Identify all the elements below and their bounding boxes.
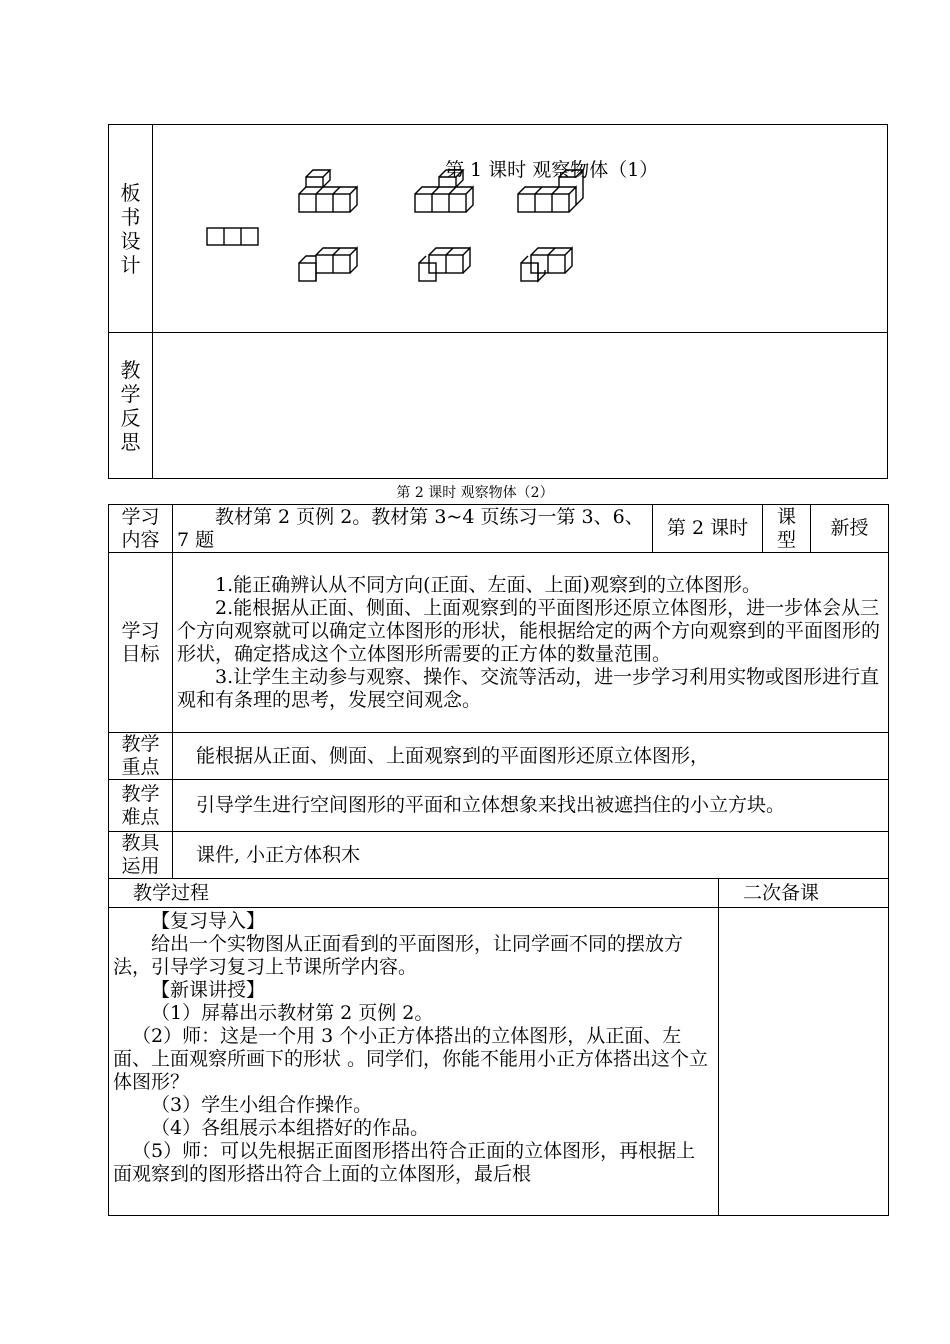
board-design-content [153, 125, 888, 333]
process-line: 【新课讲授】 [151, 979, 266, 1001]
process-line: 【复习导入】 [151, 910, 266, 932]
cube-figures [153, 125, 887, 331]
label-line: 重点 [121, 756, 160, 778]
label-line: 运用 [121, 855, 160, 877]
lesson-number: 第 2 课时 [653, 505, 763, 553]
goal-item: 3.让学生主动参与观察、操作、交流等活动，进一步学习利用实物或图形进行直观和有条理的思考，发展空间观念。 [177, 665, 880, 711]
goals-label [109, 553, 173, 733]
label-line: 教学 [121, 733, 160, 755]
lesson-plan-table [108, 504, 889, 1216]
cube-figure-6 [521, 248, 572, 281]
process-line: 给出一个实物图从正面看到的平面图形，让同学画不同的摆放方法，引导学习复习上节课所学内容。 [113, 933, 684, 978]
label-char: 设 [120, 228, 141, 253]
reflection-label [109, 333, 153, 479]
cube-figure-2 [415, 170, 473, 212]
study-content-text: 教材第 2 页例 2。教材第 3~4 页练习一第 3、6、7 题 [173, 505, 653, 553]
label-line: 教具 [121, 832, 160, 854]
difficulties-text: 引导学生进行空间图形的平面和立体想象来找出被遮挡住的小立方块。 [173, 780, 889, 832]
tools-label [109, 832, 173, 879]
process-line: （1）屏幕出示教材第 2 页例 2。 [151, 1002, 434, 1024]
tools-text: 课件, 小正方体积木 [173, 832, 889, 879]
label-line: 目标 [121, 642, 160, 665]
label-line: 学习 [121, 505, 160, 528]
cube-figure-4 [299, 248, 357, 281]
label-line: 课 [777, 505, 797, 528]
label-char: 板 [120, 180, 141, 205]
second-prep-content [719, 908, 889, 1216]
goals-content [173, 553, 889, 733]
cube-figure-3 [518, 170, 583, 212]
reflection-content [153, 333, 888, 479]
goal-item: 2.能根据从正面、侧面、上面观察到的平面图形还原立体图形，进一步体会从三个方向观察就可以确定立体图形的形状，能根据给定的两个方向观察到的平面图形的形状，确定搭成这个立体图形所需要的正方体的数量范围。 [177, 596, 881, 665]
board-design-table [108, 124, 888, 479]
board-title: 第 1 课时 观察物体（1） [445, 159, 659, 181]
process-line: （5）师：可以先根据正面图形搭出符合正面的立体图形，再根据上面观察到的图形搭出符合上面的立体图形，最后根 [113, 1140, 696, 1185]
lesson-type-value: 新授 [811, 505, 889, 553]
label-line: 难点 [121, 805, 160, 828]
label-char: 思 [120, 429, 141, 454]
label-char: 学 [120, 381, 141, 406]
board-design-label [109, 125, 153, 333]
front-view-figure [207, 228, 258, 245]
difficulties-label [109, 780, 173, 832]
goal-item: 1.能正确辨认从不同方向(正面、左面、上面)观察到的立体图形。 [215, 573, 761, 596]
process-line: （2）师：这是一个用 3 个小正方体搭出的立体图形，从正面、左面、上面观察所画下的形状 。同学们，你能不能用小正方体搭出这个立体图形？ [113, 1025, 709, 1093]
lesson-2-caption: 第 2 课时 观察物体（2） [396, 485, 554, 501]
cube-drawings-svg [153, 125, 887, 331]
cube-figure-5 [419, 248, 470, 281]
label-line: 教学 [121, 782, 160, 805]
label-char: 反 [120, 405, 141, 430]
key-points-label [109, 733, 173, 780]
process-content [109, 908, 719, 1216]
label-line: 型 [777, 528, 797, 551]
label-line: 内容 [121, 528, 160, 551]
cube-figure-1 [299, 170, 357, 212]
second-prep-header: 二次备课 [719, 879, 889, 908]
key-points-text: 能根据从正面、侧面、上面观察到的平面图形还原立体图形， [173, 733, 889, 780]
process-line: （4）各组展示本组搭好的作品。 [151, 1117, 430, 1139]
process-line: （3）学生小组合作操作。 [151, 1094, 373, 1116]
label-char: 计 [120, 252, 141, 277]
label-line: 学习 [121, 619, 160, 642]
label-char: 书 [120, 204, 141, 229]
process-header: 教学过程 [109, 879, 719, 908]
lesson-type-label [763, 505, 811, 553]
study-content-label [109, 505, 173, 553]
label-char: 教 [120, 357, 141, 382]
